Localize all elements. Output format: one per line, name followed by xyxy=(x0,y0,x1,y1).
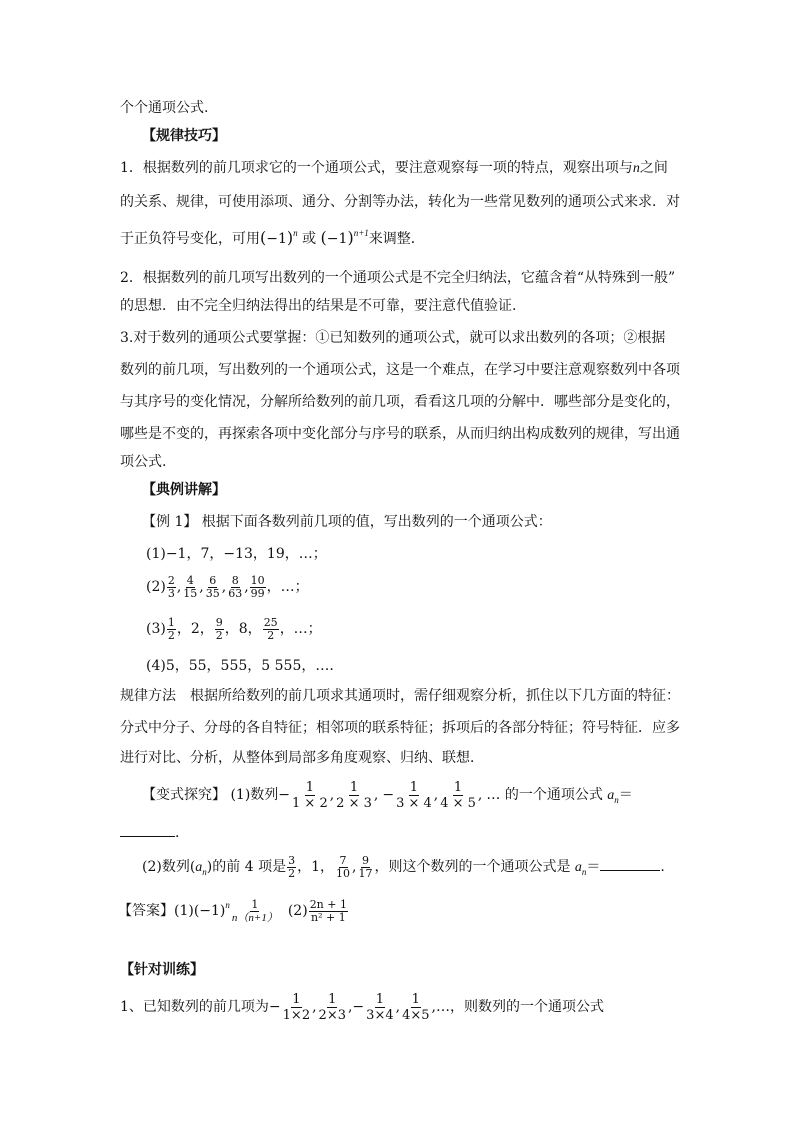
question1-text-a: 1、已知数列的前几项为 xyxy=(120,999,269,1015)
answer-text-a: 【答案】(1)(−1) xyxy=(118,903,226,919)
tip1-line1 xyxy=(120,158,668,179)
item3-tail: ，…； xyxy=(279,621,322,637)
answer-blank-2[interactable] xyxy=(600,856,660,871)
answer-frac-2: $\frac{2n + 1}{\text{n² + 1}}$ xyxy=(309,897,347,924)
q1-frac-2: $\frac{1}{2\times 3}$ xyxy=(318,991,346,1023)
var-n: n xyxy=(632,161,640,176)
tip1-text-d: 来调整． xyxy=(368,231,425,247)
frac-6-35: $\frac{6}{35}$ xyxy=(205,573,220,600)
example1-item1: (1)−1，7，−13，19，…； xyxy=(146,546,327,562)
tip2-line2: 的思想．由不完全归纳法得出的结果是不可靠，要注意代值验证. xyxy=(120,298,517,314)
a-n-var: a xyxy=(607,788,615,803)
item3-label: (3) xyxy=(146,621,166,637)
answer-blank-1[interactable] xyxy=(120,822,175,837)
frac-2-3: $\frac{2}{3}$ xyxy=(167,573,175,600)
v2-frac-7-10: $\frac{7}{10}$ xyxy=(336,853,350,880)
frac-9-2: $\frac{9}{2}$ xyxy=(215,615,223,642)
item3-two: 2， xyxy=(190,621,214,637)
v2-frac-9-17: $\frac{9}{17}$ xyxy=(358,853,373,880)
variant2-text-b: )的前 4 项是 xyxy=(206,859,287,875)
variant-text-a: 【变式探究】 (1)数列 xyxy=(142,787,279,803)
tip1-line3: 于正负符号变化，可用$(-1)^n$ 或 $(-1)^{n+1}$来调整． xyxy=(120,228,425,247)
exp-n: n xyxy=(293,228,298,238)
item2-tail: ，…； xyxy=(266,579,309,595)
tip1-line2: 的关系、规律，可使用添项、通分、分割等办法，转化为一些常见数列的通项公式来求．对 xyxy=(120,194,680,210)
variant-frac-3: $\frac{1}{3 \times 4}$ xyxy=(396,779,432,811)
rule-heading: 【规律技巧】 xyxy=(142,128,226,144)
tip3-line5: 项公式. xyxy=(120,454,167,470)
example1-title: 【例 1】 根据下面各数列前几项的值，写出数列的一个通项公式： xyxy=(142,514,552,530)
frac-25-2: $\frac{25}{2}$ xyxy=(263,615,278,642)
intro-line: 个个通项公式. xyxy=(120,100,209,116)
tip3-line2: 数列的前几项，写出数列的一个通项公式，这是一个难点，在学习中要注意观察数列中各项 xyxy=(120,362,680,378)
tip1-text-b: 之间 xyxy=(639,160,668,176)
answer-frac-1: $\frac{1}{n(n+1)}$ xyxy=(231,897,278,924)
item2-label: (2) xyxy=(146,579,166,595)
example1-item3: (3) $\frac{1}{2}$ ，2， $\frac{9}{2}$ ，8， $\frac{25}{2}$ ，…； xyxy=(146,615,322,642)
q1-frac-1: $\frac{1}{1\times 2}$ xyxy=(282,991,311,1023)
equals-sign: ＝ xyxy=(618,787,633,803)
example1-item4: (4)5，55，555，5 555，…. xyxy=(146,658,334,674)
variant2-text-a: (2)数列( xyxy=(142,859,196,875)
exp-n1: n+1 xyxy=(353,228,369,238)
question1-line: 1、已知数列的前几项为− $\frac{1}{1\times 2}$ , $\frac{1}{2\times 3}$ ,− $\frac{1}{3\times 4}$ , $\frac{1}{4\times 5}$ ,…，则数列的一个通项公式 xyxy=(120,991,604,1023)
variant-frac-2: $\frac{1}{2 \times 3}$ xyxy=(336,779,372,811)
tip1-text-a: 1．根据数列的前几项求它的一个通项公式，要注意观察每一项的特点，观察出项与 xyxy=(120,160,633,176)
example-heading: 【典例讲解】 xyxy=(142,482,226,498)
variant-line1: 【变式探究】 (1)数列− $\frac{1}{1 \times 2}$ , $\frac{1}{2 \times 3}$ , − $\frac{1}{3 \times 4}$ , $\frac{1}{4 \times 5}$ , … 的一个通项公式 $a_n=$ xyxy=(142,779,633,811)
q1-frac-4: $\frac{1}{4\times 5}$ xyxy=(402,991,430,1023)
method-line3: 进行对比、分析，从整体到局部多角度观察、归纳、联想． xyxy=(120,750,484,766)
or-text: 或 xyxy=(297,231,321,247)
frac-8-63: $\frac{8}{63}$ xyxy=(228,573,243,600)
variant-blank-line: . xyxy=(120,822,179,843)
minus-one-b: −1 xyxy=(326,231,348,247)
example1-item2: (2) $\frac{2}{3}$ , $\frac{4}{15}$ , $\frac{6}{35}$ , $\frac{8}{63}$ , $\frac{10}{99}$ ，…； xyxy=(146,573,309,600)
frac-4-15: $\frac{4}{15}$ xyxy=(183,573,198,600)
variant-frac-4: $\frac{1}{4 \times 5}$ xyxy=(440,779,476,811)
frac-10-99: $\frac{10}{99}$ xyxy=(250,573,265,600)
answer-text-b: (2) xyxy=(287,903,308,919)
minus-one-a: −1 xyxy=(266,231,287,247)
tip3-line1: 3.对于数列的通项公式要掌握：①已知数列的通项公式，就可以求出数列的各项；②根据 xyxy=(120,330,666,346)
practice-heading: 【针对训练】 xyxy=(120,962,204,978)
v2-frac-3-2: $\frac{3}{2}$ xyxy=(288,853,296,880)
method-line1: 规律方法 根据所给数列的前几项求其通项时，需仔细观察分析，抓住以下几方面的特征： xyxy=(120,688,680,704)
tip1-text-c: 于正负符号变化，可用 xyxy=(120,231,260,247)
tip3-line4: 哪些是不变的，再探索各项中变化部分与序号的联系，从而归纳出构成数列的规律，写出通 xyxy=(120,426,680,442)
question1-text-b: …，则数列的一个通项公式 xyxy=(435,999,604,1015)
variant-line2: (2)数列$(a_n)$的前 4 项是 $\frac{3}{2}$ ，1， $\frac{7}{10}$ , $\frac{9}{17}$ ，则这个数列的一个通项公式是 $a_n=$ . xyxy=(142,853,665,880)
variant-frac-1: $\frac{1}{1 \times 2}$ xyxy=(292,779,328,811)
answer-line: 【答案】$(1)(-1)^n$ $\frac{1}{n(n+1)}$ (2) $\frac{2n + 1}{\text{n² + 1}}$ xyxy=(118,897,347,924)
variant2-text-c: ，则这个数列的一个通项公式是 xyxy=(374,859,571,875)
item3-eight: 8， xyxy=(238,621,262,637)
tip2-line1: 2．根据数列的前几项写出数列的一个通项公式是不完全归纳法，它蕴含着“从特殊到一般” xyxy=(120,270,676,286)
q1-frac-3: $\frac{1}{3\times 4}$ xyxy=(366,991,394,1023)
method-line2: 分式中分子、分母的各自特征；相邻项的联系特征；拆项后的各部分特征；符号特征．应多 xyxy=(120,720,680,736)
tip3-line3: 与其序号的变化情况，分解所给数列的前几项，看看这几项的分解中．哪些部分是变化的， xyxy=(120,394,680,410)
frac-1-2: $\frac{1}{2}$ xyxy=(167,615,175,642)
variant-text-b: … 的一个通项公式 xyxy=(486,787,603,803)
